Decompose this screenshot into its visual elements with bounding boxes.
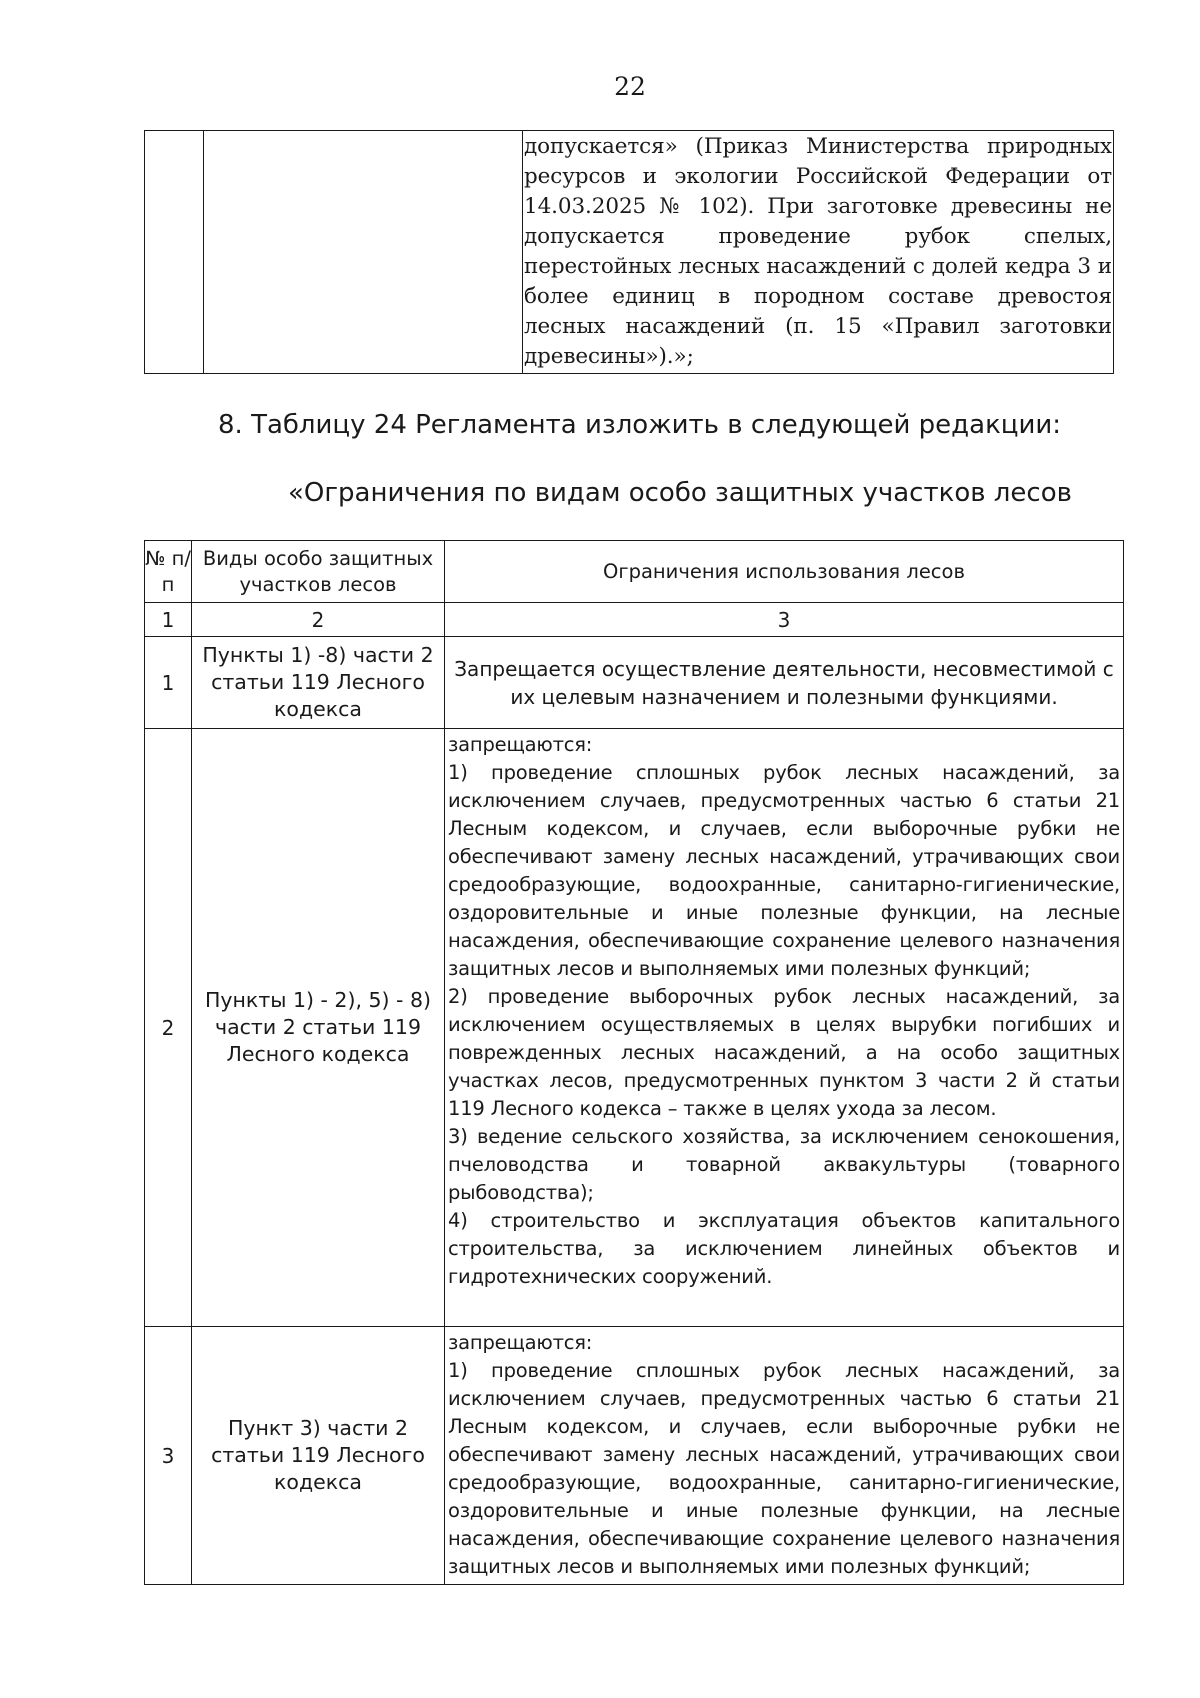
row-restriction	[445, 729, 1124, 1327]
table-header-row	[145, 541, 1124, 603]
column-numbers-row	[145, 603, 1124, 637]
restriction-text: Запрещается осуществление деятельности, несовместимой с их целевым назначением и полезными функциями.	[454, 656, 1114, 709]
table-row	[145, 637, 1124, 729]
restriction-list	[445, 729, 1123, 1291]
row-num: 3	[145, 1327, 192, 1585]
table-title: «Ограничения по видам особо защитных участков лесов	[288, 478, 1072, 508]
continuation-cell-text	[523, 131, 1114, 374]
restriction-item: 3) ведение сельского хозяйства, за исключением сенокошения, пчеловодства и товарной аквакультуры (товарного рыбоводства);	[448, 1125, 1120, 1204]
row-kind: Пункт 3) части 2 статьи 119 Лесного кодекса	[192, 1327, 445, 1585]
restriction-intro: запрещаются:	[448, 1331, 593, 1354]
restrictions-table	[144, 540, 1124, 1585]
row-num: 1	[145, 637, 192, 729]
column-number-3: 3	[445, 603, 1124, 637]
header-kind: Виды особо защитных участков лесов	[192, 541, 445, 603]
column-number-1: 1	[145, 603, 192, 637]
table-row	[145, 729, 1124, 1327]
restriction-list	[445, 1327, 1123, 1581]
row-kind: Пункты 1) -8) части 2 статьи 119 Лесного кодекса	[192, 637, 445, 729]
continuation-row	[145, 131, 1114, 374]
restriction-item: 4) строительство и эксплуатация объектов капитального строительства, за исключением линейных объектов и гидротехнических сооружений.	[448, 1209, 1120, 1288]
continuation-text: допускается» (Приказ Министерства природных ресурсов и экологии Российской Федерации от 14.03.2025 № 102). При заготовке древесины не допускается проведение рубок спелых, перестойных лесных насаждений с долей кедра 3 и более единиц в породном составе древостоя лесных насаждений (п. 15 «Правил заготовки древесины»).»;	[524, 134, 1112, 369]
row-restriction	[445, 637, 1124, 729]
header-num: № п/п	[145, 541, 192, 603]
header-restrictions: Ограничения использования лесов	[445, 541, 1124, 603]
continuation-table	[144, 130, 1114, 374]
restriction-intro: запрещаются:	[448, 733, 593, 756]
restriction-item: 1) проведение сплошных рубок лесных насаждений, за исключением случаев, предусмотренных частью 6 статьи 21 Лесным кодексом, и случаев, если выборочные рубки не обеспечивают замену лесных насаждений, утрачивающих свои средообразующие, водоохранные, санитарно-гигиенические, оздоровительные и иные полезные функции, на лесные насаждения, обеспечивающие сохранение целевого назначения защитных лесов и выполняемых ими полезных функций;	[448, 1359, 1120, 1578]
instruction-heading: 8. Таблицу 24 Регламента изложить в следующей редакции:	[218, 410, 1062, 440]
continuation-cell-kind	[204, 131, 523, 374]
restriction-item: 1) проведение сплошных рубок лесных насаждений, за исключением случаев, предусмотренных частью 6 статьи 21 Лесным кодексом, и случаев, если выборочные рубки не обеспечивают замену лесных насаждений, утрачивающих свои средообразующие, водоохранные, санитарно-гигиенические, оздоровительные и иные полезные функции, на лесные насаждения, обеспечивающие сохранение целевого назначения защитных лесов и выполняемых ими полезных функций;	[448, 761, 1120, 980]
restriction-item: 2) проведение выборочных рубок лесных насаждений, за исключением осуществляемых в целях вырубки погибших и поврежденных лесных насаждений, а на особо защитных участках лесов, предусмотренных пунктом 3 части 2 й статьи 119 Лесного кодекса – также в целях ухода за лесом.	[448, 985, 1120, 1120]
table-row	[145, 1327, 1124, 1585]
row-restriction	[445, 1327, 1124, 1585]
row-num: 2	[145, 729, 192, 1327]
continuation-cell-num	[145, 131, 204, 374]
row-kind: Пункты 1) - 2), 5) - 8) части 2 статьи 119 Лесного кодекса	[192, 729, 445, 1327]
column-number-2: 2	[192, 603, 445, 637]
page-number: 22	[614, 72, 646, 101]
